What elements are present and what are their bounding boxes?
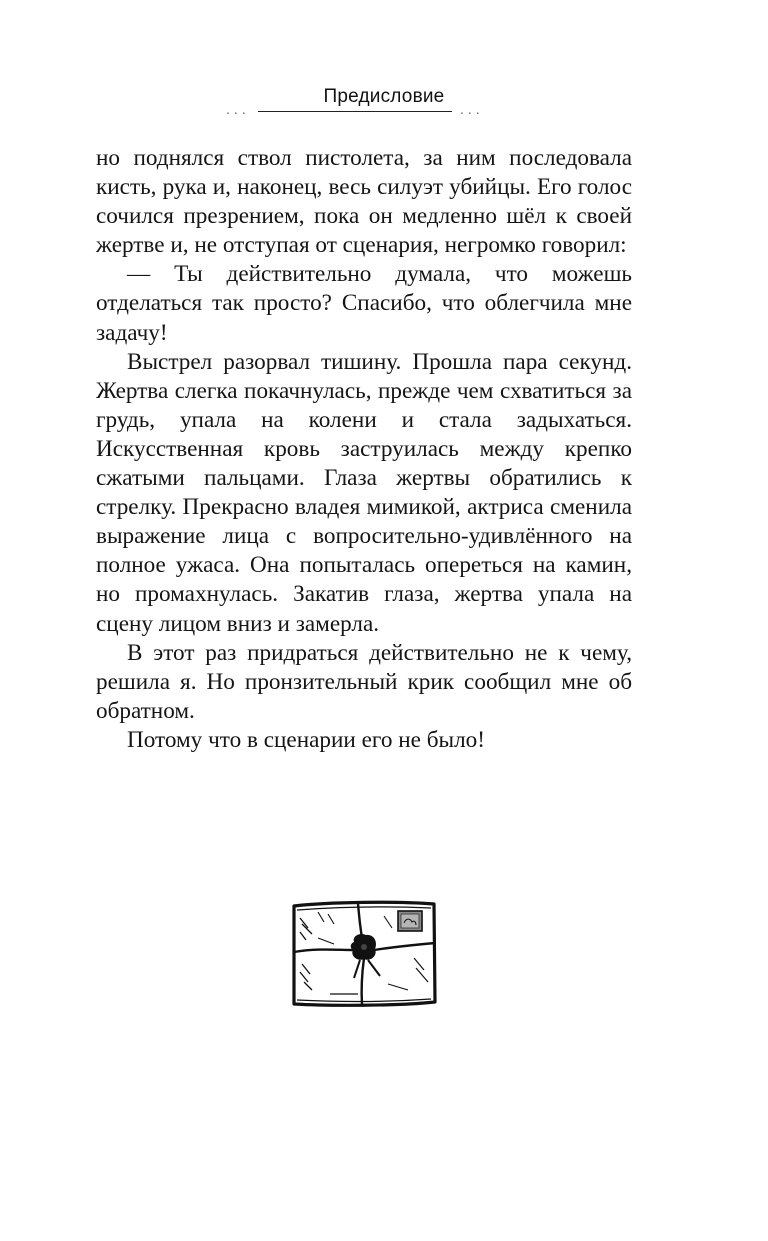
paragraph-5: Потому что в сценарии его не было! <box>127 726 485 753</box>
paragraph-1: но поднялся ствол пистолета, за ним последовала кисть, рука и, наконец, весь силуэт убийцы. Его голос сочился презрением, пока он медленно шёл к своей жертве и, не отступая от сценария, негромко говорил: <box>96 145 632 259</box>
paragraph-3: Выстрел разорвал тишину. Прошла пара секунд. Жертва слегка покачнулась, прежде чем схватиться за грудь, упала на колени и стала задыхаться. Искусственная кровь заструилась между крепко сжатыми пальцами. Глаза жертвы обратились к стрелку. Прекрасно владея мимикой, актриса сменила выражение лица с вопросительно-удивлённого на полное ужаса. Она попыталась опереться на камин, но промахнулась. Закатив глаза, жертва упала на сцену лицом вниз и замерла. <box>96 348 632 637</box>
parcel-icon <box>288 898 440 1010</box>
paragraph-4: В этот раз придраться действительно не к чему, решила я. Но пронзительный крик сообщил мне об обратном. <box>96 639 632 724</box>
running-header <box>0 82 768 122</box>
header-dots-left: ... <box>226 101 250 117</box>
parcel-illustration <box>288 898 440 1010</box>
header-dots-right: ... <box>460 101 484 117</box>
body-text <box>96 144 632 755</box>
paragraph-2: — Ты действительно думала, что можешь отделаться так просто? Спасибо, что облегчила мне задачу! <box>96 261 632 346</box>
header-rule <box>258 111 452 112</box>
page-title: Предисловие <box>323 86 445 107</box>
